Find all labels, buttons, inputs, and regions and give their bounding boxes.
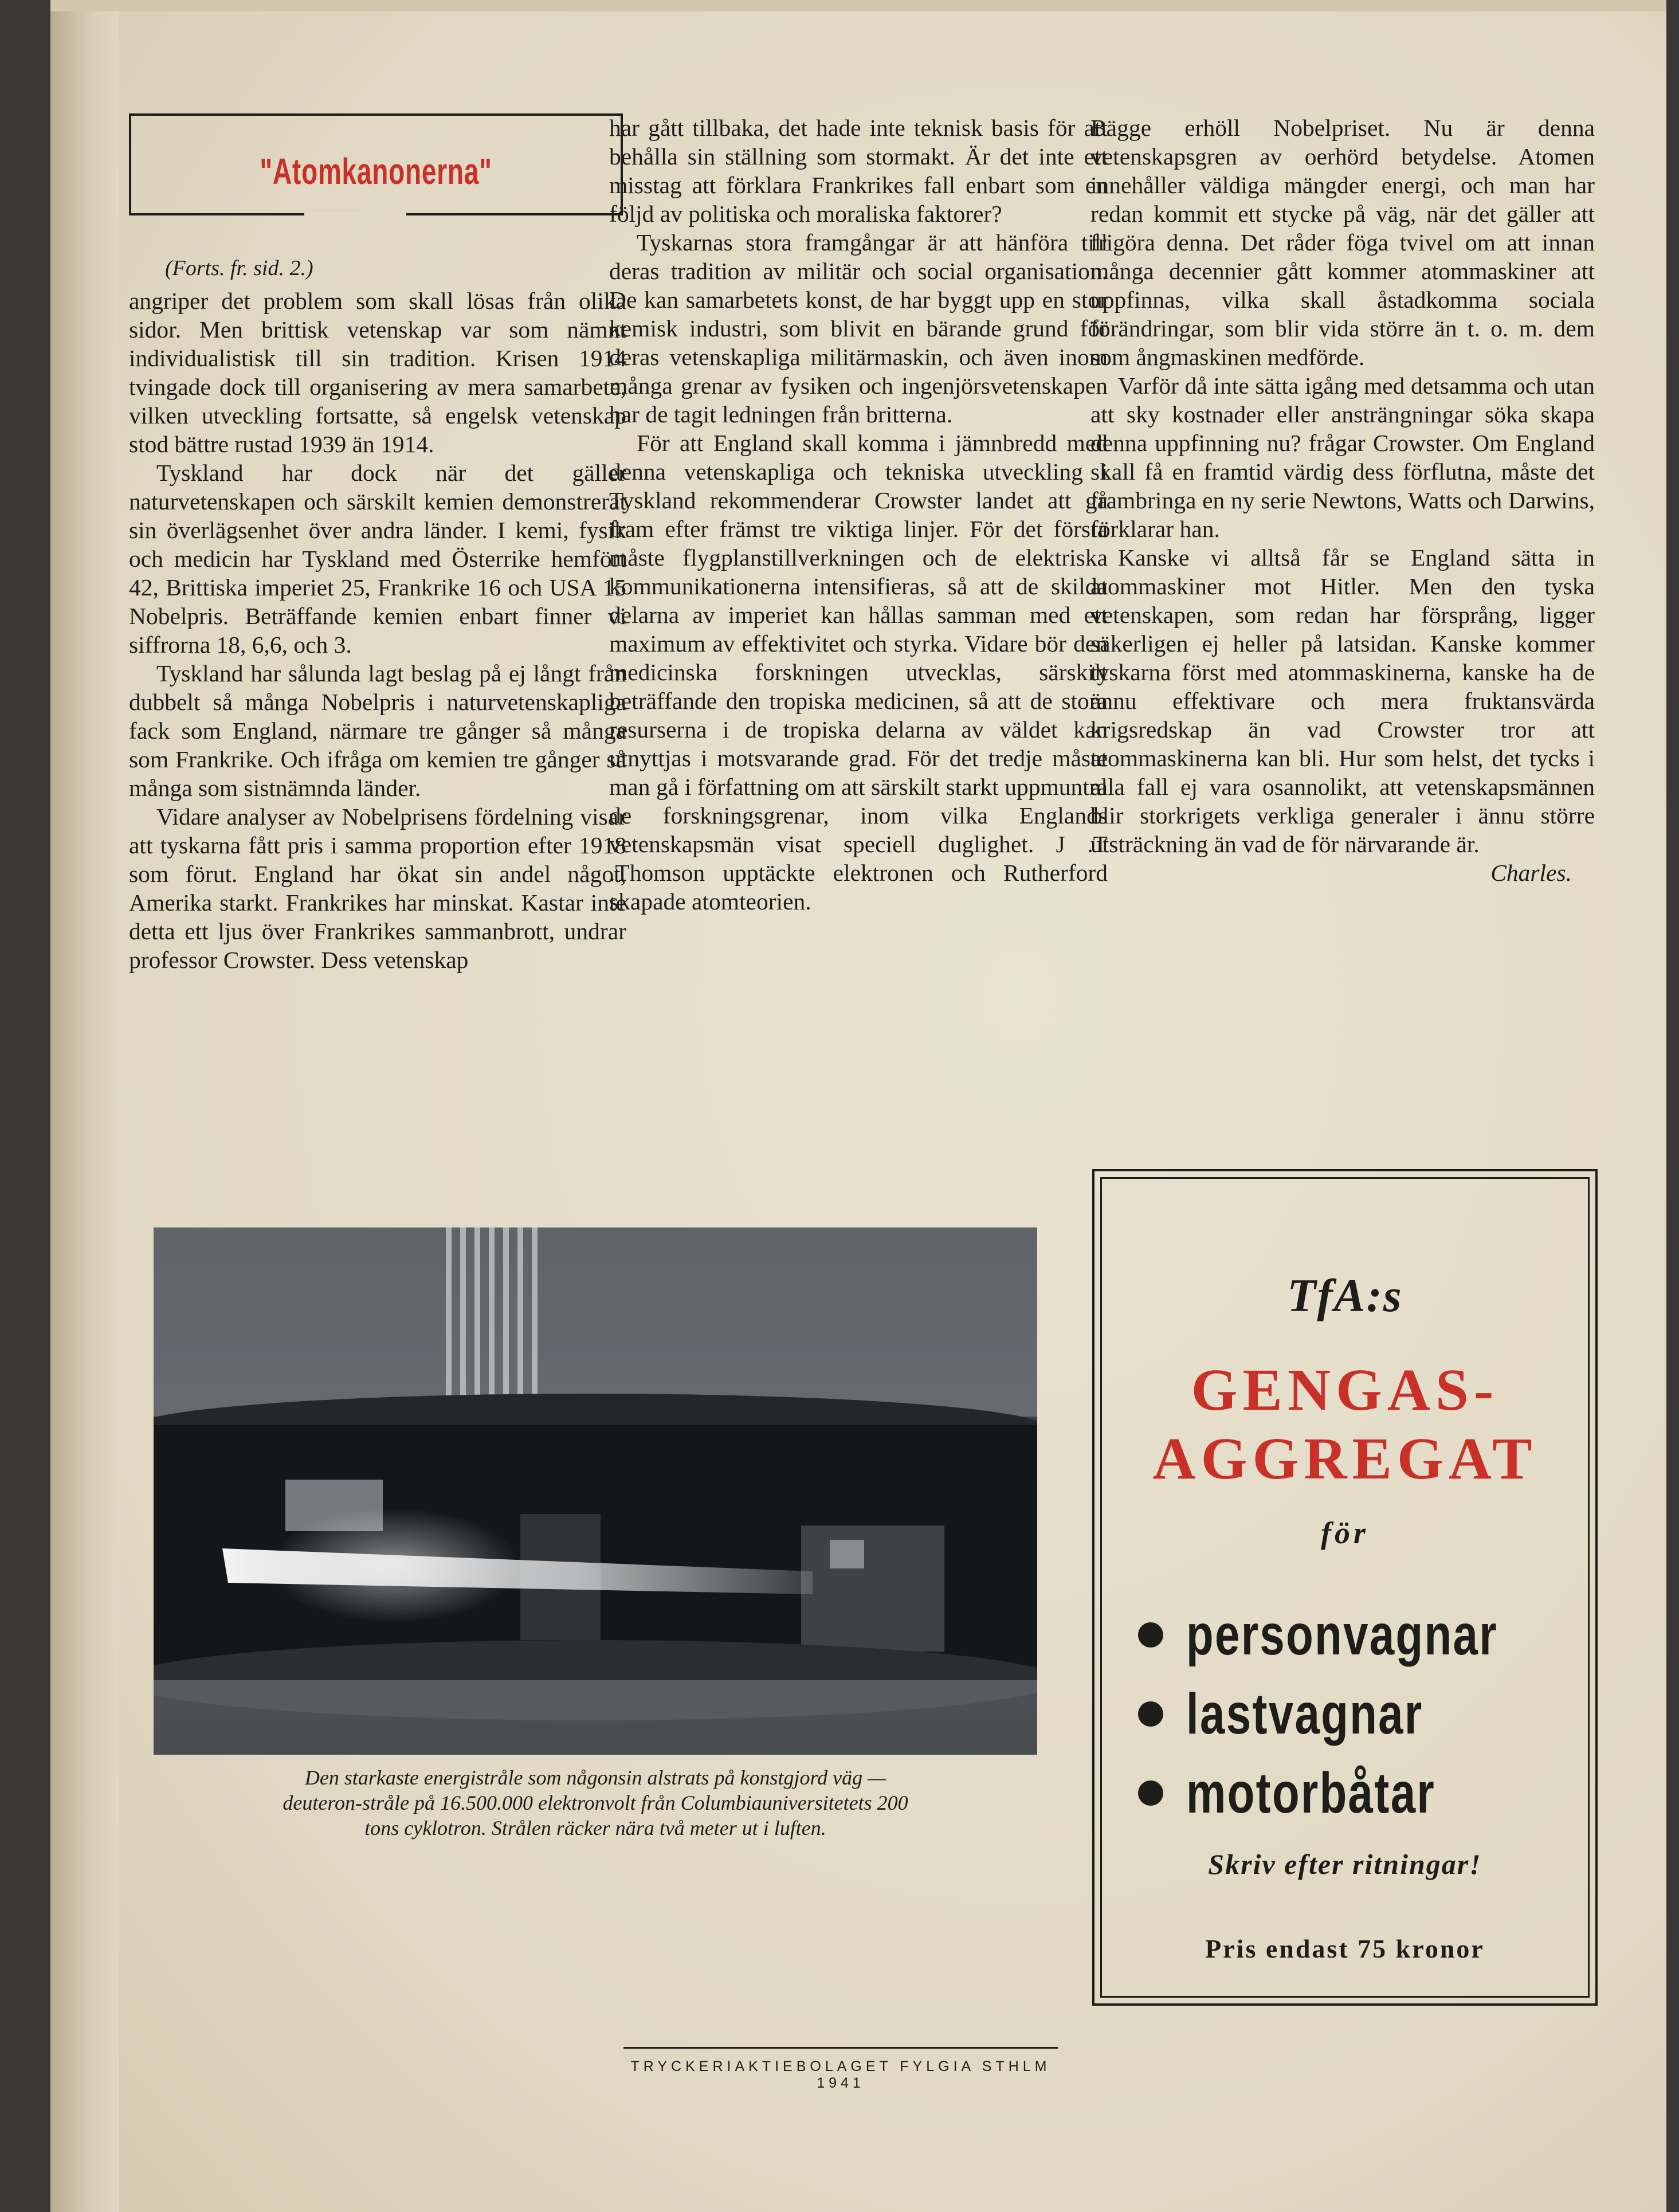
paragraph: har gått tillbaka, det hade inte teknisk basis för att behålla sin ställning som stormakt. Är det inte ett misstag att förklara Frankrikes fall enbart som en följd av politiska och moraliska faktorer? (609, 115, 1108, 227)
ad-brand: TfA:s (1287, 1269, 1403, 1321)
ad-call-to-action: Skriv efter ritningar! (1208, 1848, 1482, 1880)
ad-list-item (1138, 1595, 1551, 1674)
title-box-gap (304, 212, 406, 215)
paragraph: Tyskarnas stora framgångar är att hänföra till deras tradition av militär och social organisation. De kan samarbetets konst, de har byggt upp en stor kemisk industri, som blivit en bärande grund för deras vetenskapliga militärmaskin, och även inom många grenar av fysiken och ingenjörsvetenskapen har de tagit ledningen från britterna. (609, 229, 1108, 428)
article-column-1 (129, 287, 626, 974)
bullet-icon (1138, 1701, 1163, 1727)
magazine-page (50, 0, 1666, 2212)
paragraph: Tyskland har dock när det gäller naturvetenskapen och särskilt kemien demonstrerat sin överlägsenhet över andra länder. I kemi, fysik och medicin har Tyskland med Österrike hemfört 42, Brittiska imperiet 25, Frankrike 16 och USA 15 Nobelpris. Beträffande kemien enbart finner vi siffrorna 18, 6,6, och 3. (129, 460, 626, 658)
paragraph: För att England skall komma i jämnbredd med denna vetenskapliga och tekniska utveckling i Tyskland rekommenderar Crowster landet att gå fram efter främst tre viktiga linjer. För det första måste flygplanstillverkningen och de elektriska kommunikationerna intensifieras, så att de skilda delarna av imperiet kan hållas samman med ett maximum av effektivitet och styrka. Vidare bör den medicinska forskningen utvecklas, särskilt beträffande den tropiska medicinen, så att de stora resurserna i de tropiska delarna av väldet kan utnyttjas i motsvarande grad. För det tredje måste man gå i författning om att särskilt starkt uppmuntra de forskningsgrenar, inom vilka Englands vetenskapsmän visat speciell duglighet. J .T .Thomson upptäckte elektronen och Rutherford skapade atomteorien. (609, 430, 1108, 915)
ad-vehicle-list (1138, 1595, 1551, 1833)
ad-headline-line-2: AGGREGAT (1152, 1426, 1537, 1492)
ad-list-item (1138, 1754, 1551, 1833)
paragraph: Varför då inte sätta igång med detsamma och utan att sky kostnader eller ansträngningar söka skapa denna uppfinning nu? frågar Crowster. Om England skall få en framtid värdig dess förflutna, måste det frambringa en ny serie Newtons, Watts och Darwins, förklarar han. (1090, 372, 1595, 542)
footer-rule (623, 2047, 1058, 2049)
ad-item-label: lastvagnar (1186, 1681, 1423, 1746)
bullet-icon (1138, 1622, 1163, 1648)
caption-line: tons cyklotron. Strålen räcker nära två meter ut i luften. (364, 1817, 826, 1840)
caption-line: Den starkaste energistråle som någonsin alstrats på konstgjord väg — (304, 1766, 886, 1789)
paragraph: Tyskland har sålunda lagt beslag på ej långt från dubbelt så många Nobelpris i naturvetenskapliga fack som England, närmare tre gånger så många som Frankrike. Och ifråga om kemien tre gånger så många som sistnämnda länder. (129, 660, 626, 801)
article-column-3 (1090, 113, 1595, 887)
ad-item-label: motorbåtar (1186, 1760, 1436, 1825)
gengas-advertisement (1092, 1169, 1598, 2006)
article-column-2 (609, 113, 1108, 916)
ad-for-label: för (1321, 1516, 1369, 1550)
article-title-box (129, 113, 623, 215)
cyclotron-photo (154, 1227, 1037, 1755)
page-top-edge (50, 0, 1666, 11)
ad-list-item (1138, 1674, 1551, 1754)
photo-caption (154, 1765, 1037, 1841)
paragraph: Bägge erhöll Nobelpriset. Nu är denna vetenskapsgren av oerhörd betydelse. Atomen innehåller väldiga mängder energi, och man har redan kommit ett stycke på väg, när det gäller att frigöra denna. Det råder föga tvivel om att innan många decennier gått kommer atommaskiner att uppfinnas, vilka skall åstadkomma sociala förändringar, som blir vida större än t. o. m. dem som ångmaskinen medförde. (1090, 115, 1595, 370)
ad-price: Pris endast 75 kronor (1205, 1934, 1485, 1963)
paragraph: angriper det problem som skall lösas från olika sidor. Men brittisk vetenskap var som nämnt individualistisk till sin tradition. Krisen 1914 tvingade dock till organisering av mera samarbete, vilken utveckling fortsatte, så engelsk vetenskap stod bättre rustad 1939 än 1914. (129, 288, 626, 457)
ad-item-label: personvagnar (1186, 1602, 1498, 1667)
page-spine-shadow (50, 0, 119, 2212)
printer-imprint: TRYCKERIAKTIEBOLAGET FYLGIA STHLM 1941 (630, 2058, 1051, 2091)
paragraph: Kanske vi alltså får se England sätta in atommaskiner mot Hitler. Men den tyska vetenskapen, som redan har försprång, ligger säkerligen ej heller på latsidan. Kanske kommer tyskarna först med atommaskinerna, kanske ha de ännu effektivare och mera fruktansvärda krigsredskap än vad Crowster tror att atommaskinerna kan bli. Hur som helst, det tycks i alla fall ej vara osannolikt, att vetenskapsmännen blir storkrigets verkliga generaler i ännu större utsträckning än vad de för närvarande är. (1090, 544, 1595, 857)
ad-headline-line-1: GENGAS- (1191, 1357, 1499, 1423)
bullet-icon (1138, 1780, 1163, 1806)
continued-note: (Forts. fr. sid. 2.) (165, 256, 313, 280)
article-title: "Atomkanonerna" (260, 151, 492, 192)
paragraph: Vidare analyser av Nobelprisens fördelning visar att tyskarna fått pris i samma proportion efter 1918 som förut. England har ökat sin andel något, Amerika starkt. Frankrikes har minskat. Kastar inte detta ett ljus över Frankrikes sammanbrott, undrar professor Crowster. Dess vetenskap (129, 803, 626, 973)
cyclotron-photo-illustration (154, 1227, 1037, 1755)
author-signature: Charles. (1490, 860, 1572, 886)
caption-line: deuteron-stråle på 16.500.000 elektronvolt från Columbiauniversitetets 200 (283, 1791, 908, 1814)
